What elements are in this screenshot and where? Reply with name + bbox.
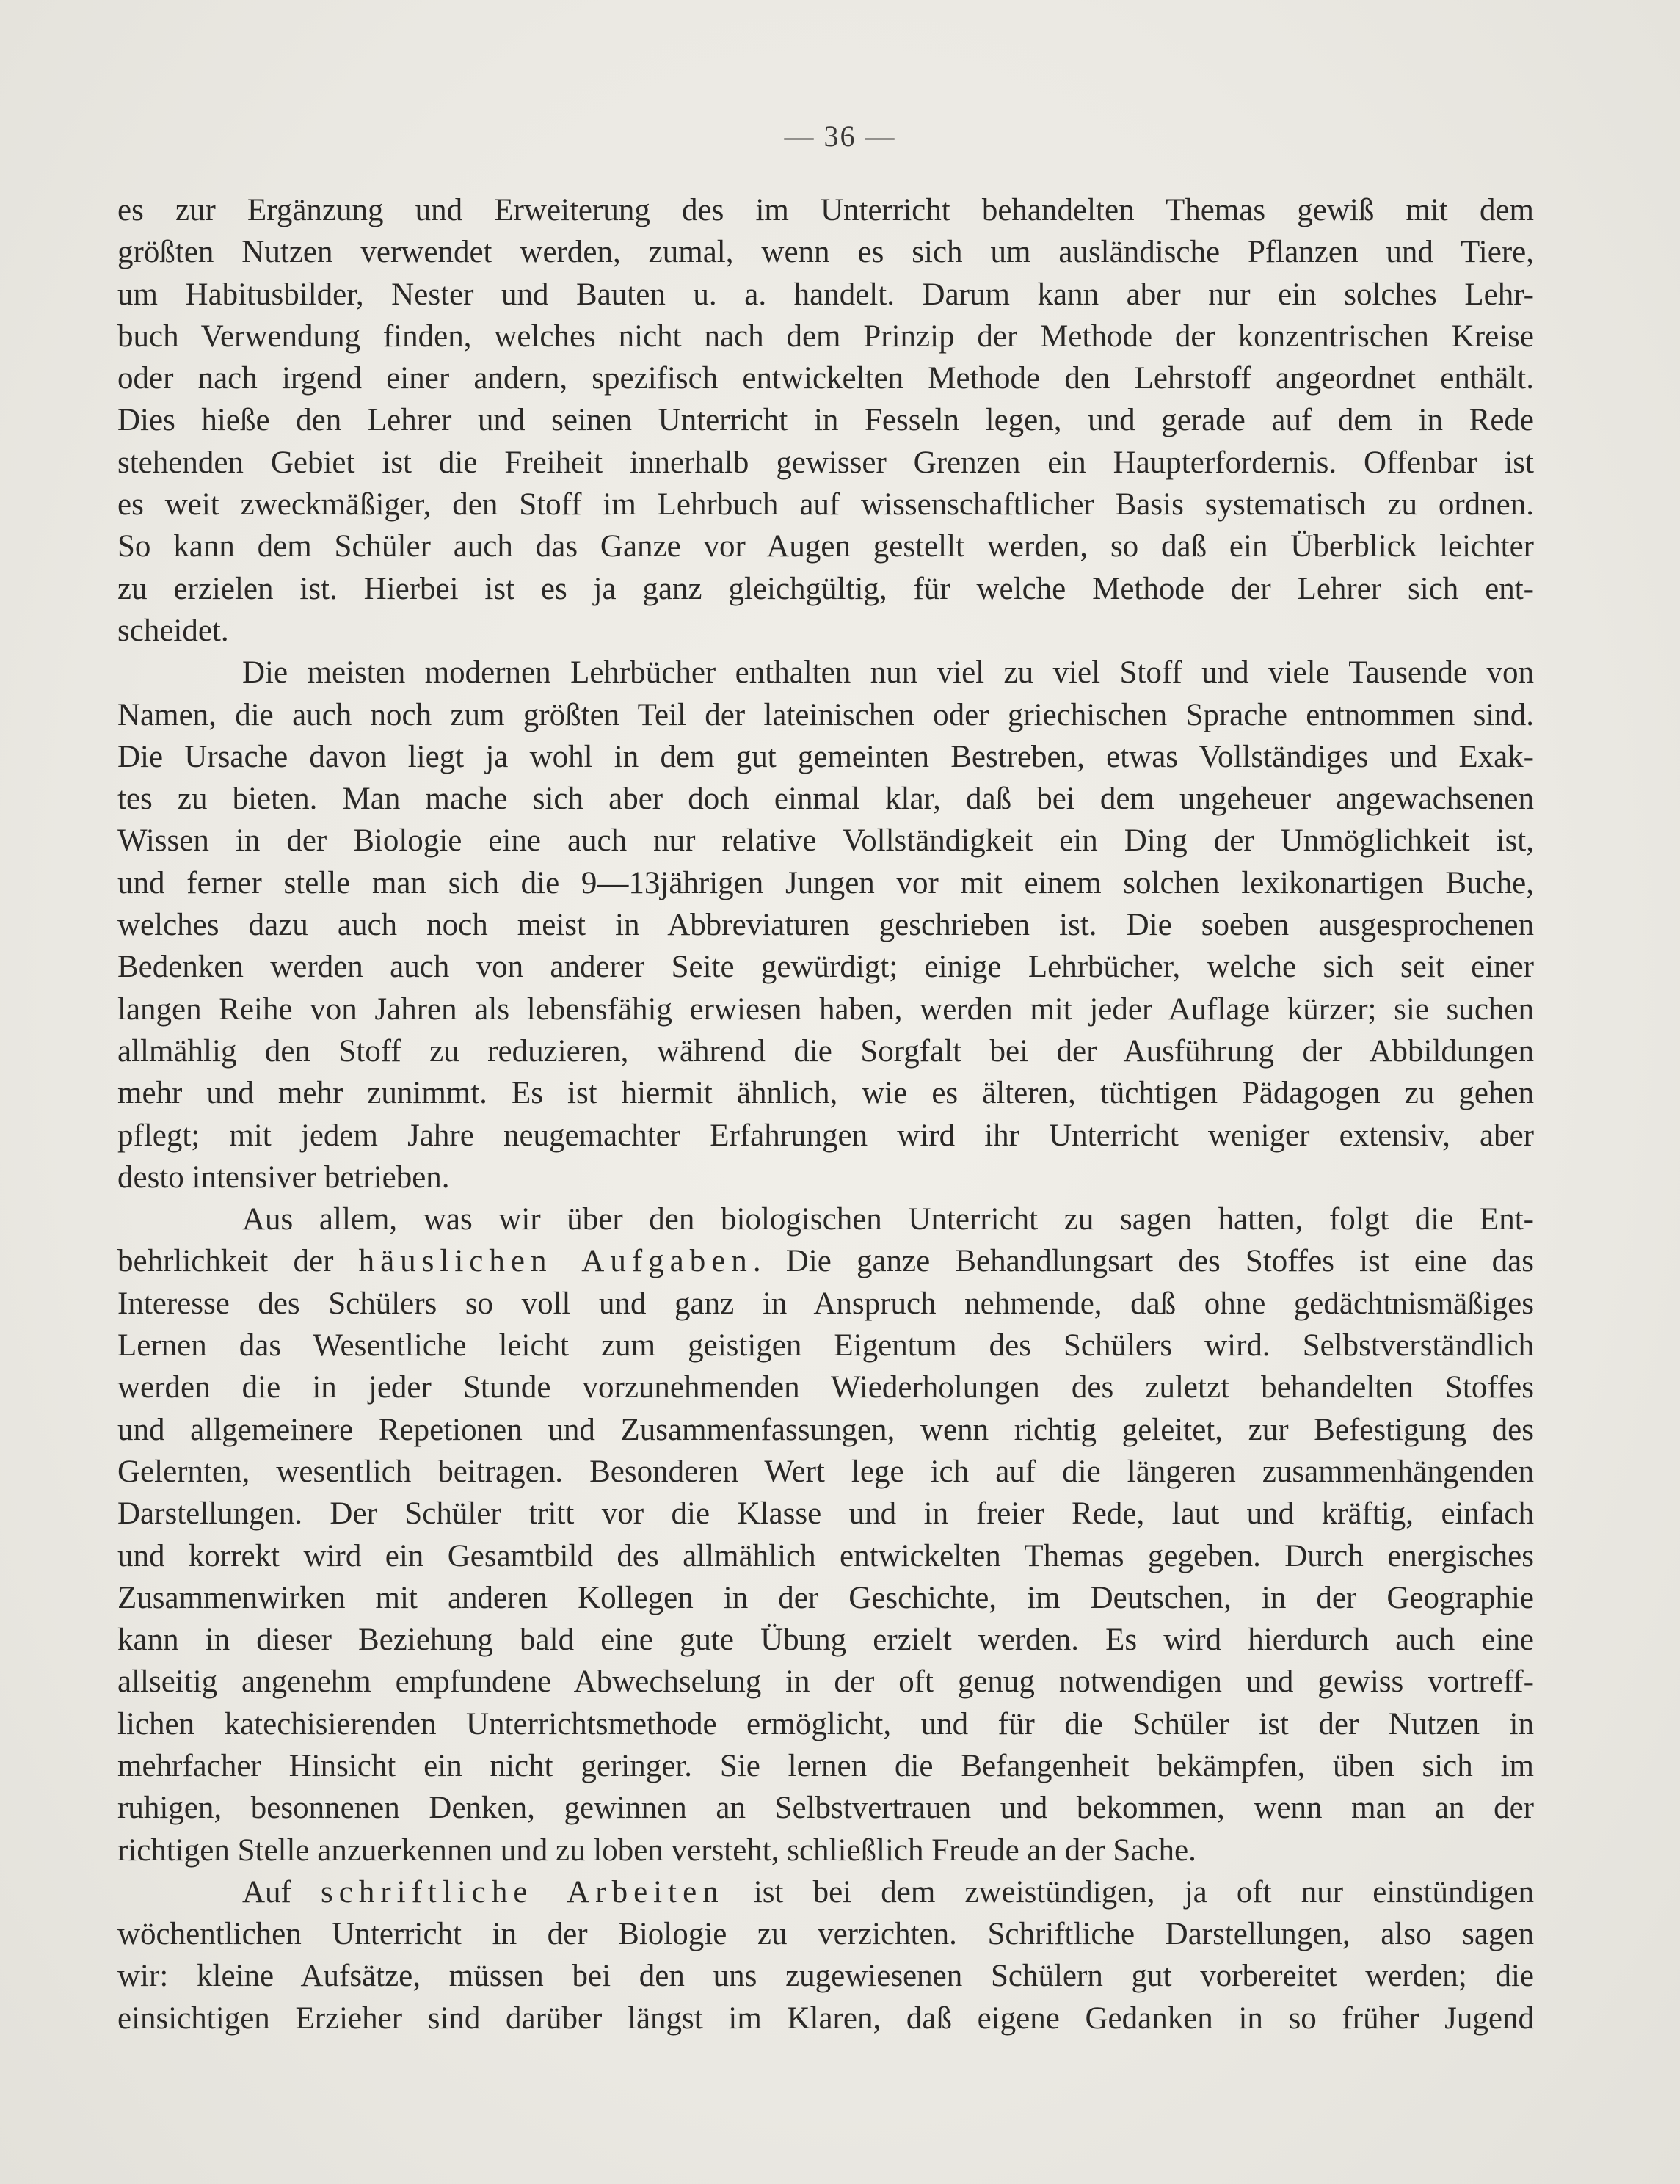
text-line: und korrekt wird ein Gesamtbild des allmählich entwickelten Themas gegeben. Durch energisches bbox=[117, 1538, 1534, 1573]
text-line: wöchentlichen Unterricht in der Biologie zu verzichten. Schriftliche Darstellungen, also sagen bbox=[117, 1917, 1534, 1952]
text-span: behrlichkeit der bbox=[117, 1244, 359, 1279]
text-line: Gelernten, wesentlich beitragen. Besonderen Wert lege ich auf die längeren zusammenhängenden bbox=[117, 1454, 1534, 1489]
text-line: Lernen das Wesentliche leicht zum geistigen Eigentum des Schülers wird. Selbstverständlich bbox=[117, 1328, 1534, 1364]
text-span: Auf bbox=[242, 1874, 321, 1910]
text-line: kann in dieser Beziehung bald eine gute Übung erzielt werden. Es wird hierdurch auch eine bbox=[117, 1623, 1534, 1658]
text-line bbox=[117, 1240, 1534, 1282]
text-line: mehr und mehr zunimmt. Es ist hiermit ähnlich, wie es älteren, tüchtigen Pädagogen zu gehen bbox=[117, 1076, 1534, 1111]
text-line: wir: kleine Aufsätze, müssen bei den uns zugewiesenen Schülern gut vorbereitet werden; die bbox=[117, 1959, 1534, 1994]
text-line: Darstellungen. Der Schüler tritt vor die Klasse und in freier Rede, laut und kräftig, einfach bbox=[117, 1496, 1534, 1532]
text-line: und allgemeinere Repetionen und Zusammenfassungen, wenn richtig geleitet, zur Befestigung des bbox=[117, 1412, 1534, 1447]
text-line: mehrfacher Hinsicht ein nicht geringer. Sie lernen die Befangenheit bekämpfen, üben sich im bbox=[117, 1748, 1534, 1783]
text-line: scheidet. bbox=[117, 613, 229, 648]
text-line: einsichtigen Erzieher sind darüber längst im Klaren, daß eigene Gedanken in so früher Jugend bbox=[117, 2001, 1534, 2036]
body-text bbox=[117, 189, 1534, 2039]
text-line: Zusammenwirken mit anderen Kollegen in der Geschichte, im Deutschen, in der Geographie bbox=[117, 1580, 1534, 1615]
text-line: Dies hieße den Lehrer und seinen Unterricht in Fesseln legen, und gerade auf dem in Rede bbox=[117, 403, 1534, 438]
page-number: — 36 — bbox=[784, 120, 896, 153]
text-line: größten Nutzen verwendet werden, zumal, wenn es sich um ausländische Pflanzen und Tiere, bbox=[117, 235, 1534, 270]
text-line: desto intensiver betrieben. bbox=[117, 1160, 450, 1195]
text-line: Interesse des Schülers so voll und ganz in Anspruch nehmende, daß ohne gedächtnismäßiges bbox=[117, 1286, 1534, 1321]
text-line: es zur Ergänzung und Erweiterung des im Unterricht behandelten Themas gewiß mit dem bbox=[117, 193, 1534, 228]
paragraph-start-line bbox=[117, 1871, 1534, 1913]
text-line: richtigen Stelle anzuerkennen und zu loben versteht, schließlich Freude an der Sache. bbox=[117, 1832, 1196, 1868]
text-span: . Die ganze Behandlungsart des Stoffes ist eine das bbox=[752, 1244, 1534, 1279]
text-line: allmählig den Stoff zu reduzieren, während die Sorgfalt bei der Ausführung der Abbildungen bbox=[117, 1033, 1534, 1069]
text-line: pflegt; mit jedem Jahre neugemachter Erfahrungen wird ihr Unterricht weniger extensiv, aber bbox=[117, 1118, 1534, 1153]
text-line: und ferner stelle man sich die 9—13jährigen Jungen vor mit einem solchen lexikonartigen Buche, bbox=[117, 865, 1534, 900]
text-line: Bedenken werden auch von anderer Seite gewürdigt; einige Lehrbücher, welche sich seit einer bbox=[117, 950, 1534, 985]
emphasized-term: häuslichen Aufgaben bbox=[358, 1244, 753, 1279]
text-line: werden die in jeder Stunde vorzunehmenden Wiederholungen des zuletzt behandelten Stoffes bbox=[117, 1370, 1534, 1405]
text-line: langen Reihe von Jahren als lebensfähig erwiesen haben, werden mit jeder Auflage kürzer; sie suchen bbox=[117, 991, 1534, 1027]
text-line: Namen, die auch noch zum größten Teil der lateinischen oder griechischen Sprache entnommen sind. bbox=[117, 697, 1534, 732]
text-line: Wissen in der Biologie eine auch nur relative Vollständigkeit ein Ding der Unmöglichkeit ist, bbox=[117, 823, 1534, 859]
text-line: welches dazu auch noch meist in Abbreviaturen geschrieben ist. Die soeben ausgesprochenen bbox=[117, 908, 1534, 943]
text-line: So kann dem Schüler auch das Ganze vor Augen gestellt werden, so daß ein Überblick leichter bbox=[117, 529, 1534, 564]
paragraph-start-line: Die meisten modernen Lehrbücher enthalten nun viel zu viel Stoff und viele Tausende von bbox=[242, 655, 1534, 691]
text-line: Die Ursache davon liegt ja wohl in dem gut gemeinten Bestreben, etwas Vollständiges und Exak- bbox=[117, 739, 1534, 774]
text-line: ruhigen, besonnenen Denken, gewinnen an Selbstvertrauen und bekommen, wenn man an der bbox=[117, 1791, 1534, 1826]
text-line: lichen katechisierenden Unterrichtsmethode ermöglicht, und für die Schüler ist der Nutzen in bbox=[117, 1706, 1534, 1741]
text-line: oder nach irgend einer andern, spezifisch entwickelten Methode den Lehrstoff angeordnet enthält. bbox=[117, 361, 1534, 396]
emphasized-term: schriftliche Arbeiten bbox=[321, 1874, 724, 1910]
text-line: allseitig angenehm empfundene Abwechselung in der oft genug notwendigen und gewiss vortreff- bbox=[117, 1664, 1534, 1700]
paragraph-start-line: Aus allem, was wir über den biologischen Unterricht zu sagen hatten, folgt die Ent- bbox=[242, 1202, 1534, 1237]
text-line: buch Verwendung finden, welches nicht nach dem Prinzip der Methode der konzentrischen Kreise bbox=[117, 318, 1534, 354]
text-line: es weit zweckmäßiger, den Stoff im Lehrbuch auf wissenschaftlicher Basis systematisch zu ordnen. bbox=[117, 487, 1534, 523]
text-line: tes zu bieten. Man mache sich aber doch einmal klar, daß bei dem ungeheuer angewachsenen bbox=[117, 782, 1534, 817]
text-line: zu erzielen ist. Hierbei ist es ja ganz gleichgültig, für welche Methode der Lehrer sich ent- bbox=[117, 571, 1534, 606]
text-span: ist bei dem zweistündigen, ja oft nur einstündigen bbox=[724, 1874, 1534, 1910]
text-line: stehenden Gebiet ist die Freiheit innerhalb gewisser Grenzen ein Haupterfordernis. Offenbar ist bbox=[117, 445, 1534, 480]
text-line: um Habitusbilder, Nester und Bauten u. a. handelt. Darum kann aber nur ein solches Lehr- bbox=[117, 277, 1534, 312]
